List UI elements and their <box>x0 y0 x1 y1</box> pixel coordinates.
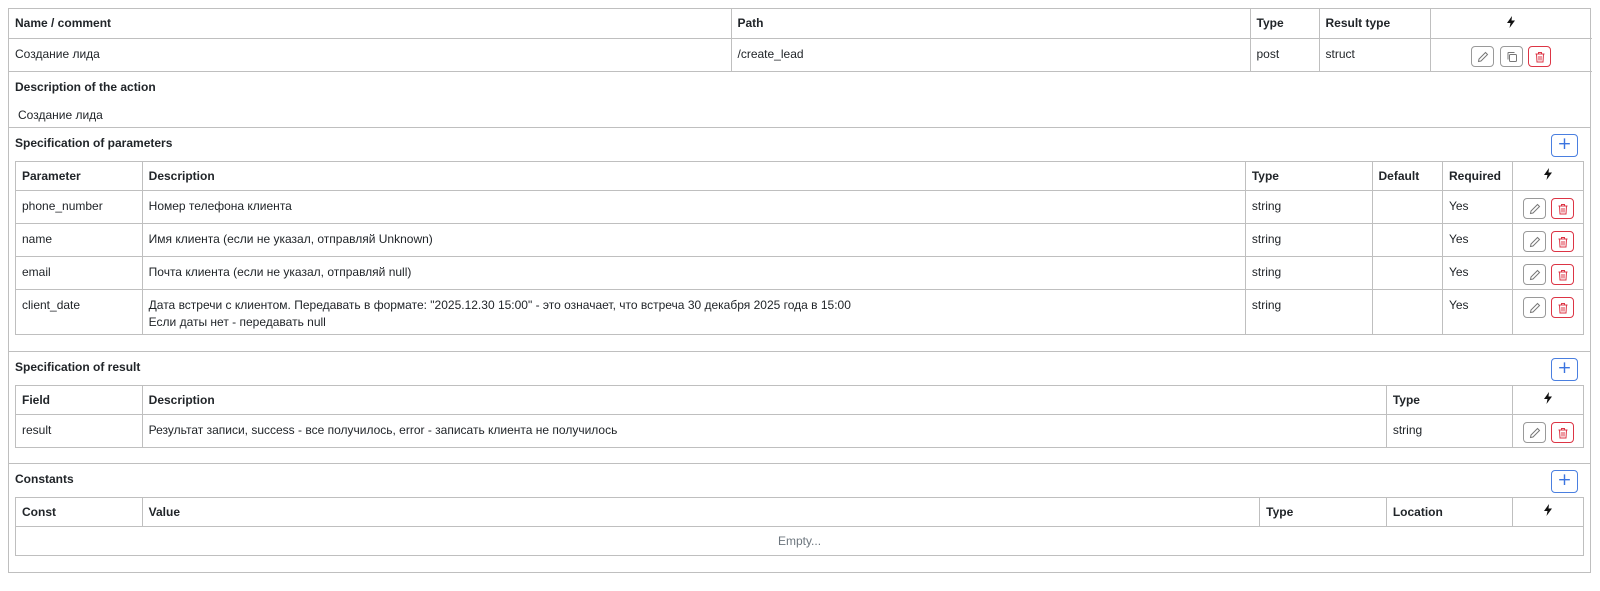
description-title: Description of the action <box>15 79 156 94</box>
col-result-type: Result type <box>1319 9 1430 38</box>
action-result-type: struct <box>1319 38 1430 71</box>
result-description: Результат записи, success - все получилось, error - записать клиента не получилось <box>142 414 1386 447</box>
param-type: string <box>1245 223 1372 256</box>
param-name: email <box>16 256 143 289</box>
delete-parameter-button[interactable] <box>1551 198 1574 219</box>
edit-parameter-button[interactable] <box>1523 231 1546 252</box>
param-default <box>1372 190 1442 223</box>
trash-icon <box>1557 203 1569 215</box>
plus-icon: + <box>1557 357 1572 378</box>
pencil-icon <box>1529 269 1541 281</box>
row-buttons <box>1513 223 1584 256</box>
param-type: string <box>1245 190 1372 223</box>
param-default <box>1372 223 1442 256</box>
parameters-title: Specification of parameters <box>15 135 173 150</box>
row-buttons <box>1513 190 1584 223</box>
table-row <box>16 414 1584 447</box>
param-description: Имя клиента (если не указал, отправляй Unknown) <box>142 223 1245 256</box>
action-card <box>8 8 1591 573</box>
result-title: Specification of result <box>15 359 141 374</box>
delete-result-button[interactable] <box>1551 422 1574 443</box>
pencil-icon <box>1477 51 1489 63</box>
trash-icon <box>1557 269 1569 281</box>
col-value: Value <box>142 497 1260 526</box>
col-required: Required <box>1442 161 1512 190</box>
result-section <box>9 352 1590 464</box>
param-required: Yes <box>1442 223 1512 256</box>
empty-text: Empty... <box>16 526 1584 555</box>
col-const: Const <box>16 497 143 526</box>
pencil-icon <box>1529 203 1541 215</box>
edit-parameter-button[interactable] <box>1523 297 1546 318</box>
action-row <box>9 38 1592 71</box>
col-type: Type <box>1245 161 1372 190</box>
trash-icon <box>1557 302 1569 314</box>
param-default <box>1372 289 1442 334</box>
param-type: string <box>1245 289 1372 334</box>
trash-icon <box>1534 51 1546 63</box>
param-name: client_date <box>16 289 143 334</box>
table-row <box>16 190 1584 223</box>
param-description: Почта клиента (если не указал, отправляй null) <box>142 256 1245 289</box>
row-buttons <box>1513 414 1584 447</box>
col-description: Description <box>142 385 1386 414</box>
plus-icon: + <box>1557 469 1572 490</box>
row-buttons <box>1513 289 1584 334</box>
edit-parameter-button[interactable] <box>1523 198 1546 219</box>
col-parameter: Parameter <box>16 161 143 190</box>
param-required: Yes <box>1442 289 1512 334</box>
col-type: Type <box>1386 385 1513 414</box>
action-buttons <box>1430 38 1592 71</box>
copy-action-button[interactable] <box>1500 46 1523 67</box>
pencil-icon <box>1529 302 1541 314</box>
add-parameter-button[interactable] <box>1551 134 1578 157</box>
col-location: Location <box>1386 497 1513 526</box>
param-required: Yes <box>1442 256 1512 289</box>
bolt-icon <box>1513 385 1584 414</box>
result-type: string <box>1386 414 1513 447</box>
delete-parameter-button[interactable] <box>1551 231 1574 252</box>
param-required: Yes <box>1442 190 1512 223</box>
col-description: Description <box>142 161 1245 190</box>
param-description-line: Если даты нет - передавать null <box>148 314 326 329</box>
copy-icon <box>1506 51 1518 63</box>
col-path: Path <box>731 9 1250 38</box>
col-default: Default <box>1372 161 1442 190</box>
bolt-icon <box>1513 161 1584 190</box>
delete-parameter-button[interactable] <box>1551 297 1574 318</box>
param-name: name <box>16 223 143 256</box>
param-description-line: Дата встречи с клиентом. Передавать в формате: "2025.12.30 15:00" - это означает, что встреча 30 декабря 2025 года в 15:00 <box>148 297 851 312</box>
trash-icon <box>1557 236 1569 248</box>
table-row <box>16 223 1584 256</box>
col-type: Type <box>1260 497 1387 526</box>
action-name: Создание лида <box>9 38 731 71</box>
parameters-header <box>16 161 1584 190</box>
result-field: result <box>16 414 143 447</box>
parameters-section <box>9 128 1590 352</box>
constants-header <box>16 497 1584 526</box>
delete-action-button[interactable] <box>1528 46 1551 67</box>
pencil-icon <box>1529 427 1541 439</box>
col-name-comment: Name / comment <box>9 9 731 38</box>
action-path: /create_lead <box>731 38 1250 71</box>
col-field: Field <box>16 385 143 414</box>
action-type: post <box>1250 38 1319 71</box>
description-section <box>9 72 1590 128</box>
plus-icon: + <box>1557 133 1572 154</box>
description-text: Создание лида <box>18 107 103 122</box>
result-header <box>16 385 1584 414</box>
parameters-table <box>15 161 1584 335</box>
empty-row <box>16 526 1584 555</box>
table-row <box>16 256 1584 289</box>
pencil-icon <box>1529 236 1541 248</box>
edit-action-button[interactable] <box>1471 46 1494 67</box>
param-description <box>142 289 1245 334</box>
delete-parameter-button[interactable] <box>1551 264 1574 285</box>
param-type: string <box>1245 256 1372 289</box>
constants-table <box>15 497 1584 556</box>
bolt-icon <box>1513 497 1584 526</box>
constants-title: Constants <box>15 471 74 486</box>
param-default <box>1372 256 1442 289</box>
constants-section <box>9 464 1590 573</box>
edit-result-button[interactable] <box>1523 422 1546 443</box>
trash-icon <box>1557 427 1569 439</box>
table-row <box>16 289 1584 334</box>
bolt-icon <box>1430 9 1592 38</box>
add-result-field-button[interactable] <box>1551 358 1578 381</box>
edit-parameter-button[interactable] <box>1523 264 1546 285</box>
param-description: Номер телефона клиента <box>142 190 1245 223</box>
result-table <box>15 385 1584 448</box>
action-table-header <box>9 9 1592 38</box>
row-buttons <box>1513 256 1584 289</box>
action-table <box>9 9 1592 72</box>
param-name: phone_number <box>16 190 143 223</box>
col-type: Type <box>1250 9 1319 38</box>
add-constant-button[interactable] <box>1551 470 1578 493</box>
